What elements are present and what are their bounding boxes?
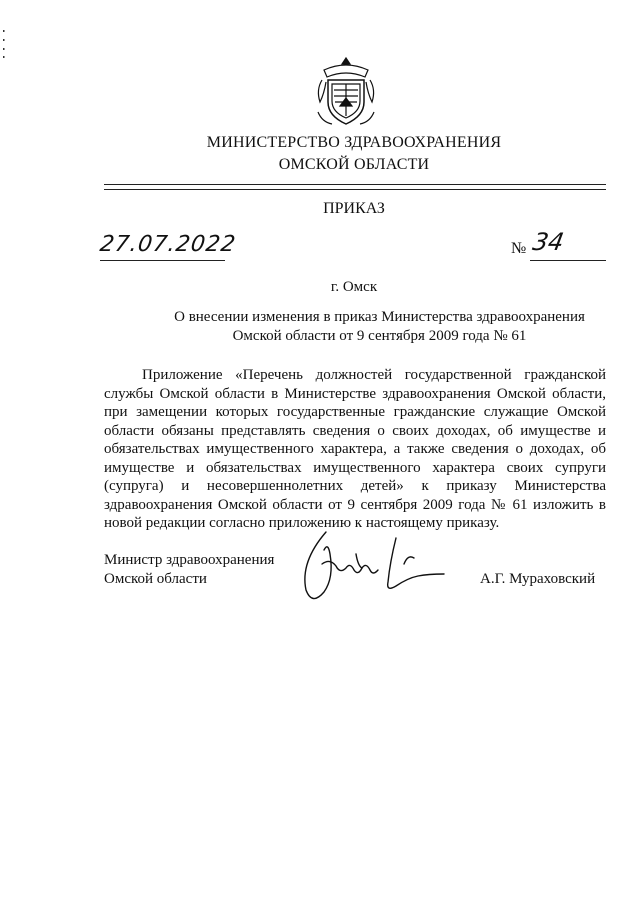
body-paragraph: Приложение «Перечень должностей государственной гражданской службы Омской области в Министерстве здравоохранения Омской области, при замещении которых государственные гражданские служащие Омской области обязаны представлять сведения о своих доходах, об имуществе и обязательствах имущественного характера, а также сведения о доходах, об имуществе и обязательствах имущественного характера своих супруги (супруга) и несовершеннолетних детей» к приказу Министерства здравоохранения Омской области от 9 сентября 2009 года № 61 изложить в новой редакции согласно приложению к настоящему приказу.: [104, 367, 606, 531]
order-number: 34: [530, 228, 567, 256]
city: г. Омск: [330, 279, 378, 295]
scan-artifact: [2, 30, 5, 58]
signer-name: А.Г. Мураховский: [480, 571, 596, 587]
subject-line2: Омской области от 9 сентября 2009 года № 61: [232, 328, 527, 344]
date-underline: [100, 260, 225, 261]
signer-title-line2: Омской области: [104, 571, 207, 587]
order-subject: [152, 308, 607, 346]
subject-line1: О внесении изменения в приказ Министерства здравоохранения: [174, 309, 585, 325]
header-divider: [104, 184, 606, 185]
ministry-name-line2: ОМСКОЙ ОБЛАСТИ: [278, 156, 430, 173]
ministry-name-line1: МИНИСТЕРСТВО ЗДРАВООХРАНЕНИЯ: [206, 134, 502, 151]
document-type-title: ПРИКАЗ: [323, 200, 385, 217]
order-date: 27.07.2022: [98, 232, 238, 257]
coat-of-arms-icon: [312, 56, 380, 128]
signer-title: [104, 551, 274, 589]
number-underline: [530, 260, 606, 261]
handwritten-signature: [296, 524, 446, 606]
header-divider-thin: [104, 189, 606, 190]
signer-title-line1: Министр здравоохранения: [104, 552, 275, 568]
order-number-label: №: [511, 240, 527, 257]
